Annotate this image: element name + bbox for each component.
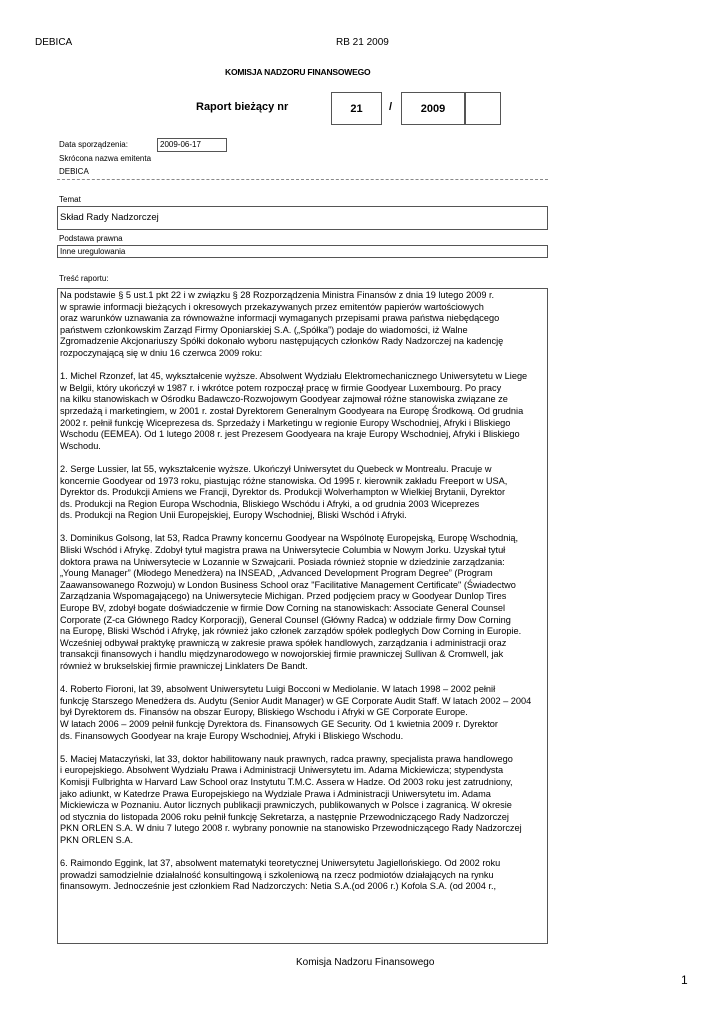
- content-line: Zarządzania Wspomagającego) na Uniwersytecie Michigan. Przed podjęciem pracy w Goodyear Dunlop Tires: [60, 591, 507, 602]
- content-paragraph: [60, 371, 545, 452]
- content-paragraph: [60, 754, 545, 847]
- content-paragraph: [60, 290, 545, 360]
- divider-dashed: [57, 179, 548, 180]
- content-line: koncernie Goodyear od 1973 roku, piastując różne stanowiska. Od 1995 r. kierownik zakładu Freeport w USA,: [60, 475, 508, 486]
- content-label: Treść raportu:: [59, 274, 109, 283]
- content-line: Wschodu.: [60, 440, 101, 451]
- report-content: [57, 288, 548, 944]
- content-paragraph: [60, 684, 545, 742]
- report-content-text: [58, 289, 547, 893]
- legal-basis-label: Podstawa prawna: [59, 234, 123, 243]
- content-line: funkcję Starszego Menedżera ds. Audytu (Senior Audit Manager) w GE Corporate Audit Staff. W latach 2002 – 2004: [60, 695, 532, 706]
- content-line: Wcześniej odbywał praktykę prawniczą w zakresie prawa spółek handlowych, zarządzania i administracji oraz: [60, 637, 507, 648]
- content-paragraph: [60, 858, 545, 893]
- content-line: Corporate (Z-ca Głównego Radcy Korporacji), General Counsel (Główny Radca) w oddziale firmy Dow Corning: [60, 614, 511, 625]
- content-line: w Belgii, który ukończył w 1987 r. i wkrótce potem rozpoczął pracę w firmie Goodyear Luxembourg. Po pracy: [60, 382, 502, 393]
- report-separator: /: [389, 101, 393, 113]
- content-line: Europe BV, zdobył bogate doświadczenie w firmie Dow Corning na stanowiskach: Associate General Counsel: [60, 603, 505, 614]
- date-field: 2009-06-17: [157, 138, 227, 152]
- report-year-box: 2009: [401, 92, 465, 125]
- content-line: Na podstawie § 5 ust.1 pkt 22 i w związku § 28 Rozporządzenia Ministra Finansów z dnia 19 lutego 2009 r.: [60, 290, 495, 300]
- issuer-label: Skrócona nazwa emitenta: [59, 154, 152, 163]
- content-line: doktora prawa na Uniwersytecie w Lozannie w Szwajcarii. Posiada również stopnie w dziedzinie zarządzania:: [60, 556, 505, 567]
- content-line: prowadzi samodzielnie działalność konsultingową i szkoleniową na rzecz podmiotów działających na rynku: [60, 869, 494, 880]
- content-paragraph: [60, 464, 545, 522]
- report-label: Raport bieżący nr: [196, 101, 289, 113]
- content-line: na kilku stanowiskach w Ośrodku Badawczo-Rozwojowym Goodyear zajmował różne stanowiska związane ze: [60, 394, 508, 405]
- content-line: oraz warunków uznawania za równoważne informacji wymaganych przepisami prawa państwa niebędącego: [60, 313, 500, 324]
- content-line: rozpoczynającą się w dniu 16 czerwca 2009 roku:: [60, 347, 263, 358]
- content-line: PKN ORLEN S.A. W dniu 7 lutego 2008 r. wybrany ponownie na stanowisko Przewodniczącego Rady Nadzorczej: [60, 823, 522, 834]
- content-line: Zaawansowanego Rozwoju) w London Business School oraz "Facilitative Management Certificate" (Świadectwo: [60, 579, 516, 590]
- content-line: 4. Roberto Fioroni, lat 39, absolwent Uniwersytetu Luigi Bocconi w Mediolanie. W latach 1998 – 2002 pełnił: [60, 684, 496, 695]
- content-line: ds. Produkcji na Region Europa Wschodnia, Bliskiego Wschódu i Afryki, a od grudnia 2003 Wiceprezes: [60, 498, 480, 509]
- content-line: PKN ORLEN S.A.: [60, 834, 134, 845]
- content-line: 2. Serge Lussier, lat 55, wykształcenie wyższe. Ukończył Uniwersytet du Quebeck w Montrealu. Pracuje w: [60, 463, 492, 474]
- content-line: Wschodu (EEMEA). Od 1 lutego 2008 r. jest Prezesem Goodyeara na kraje Europy Wschodniej, Afryki i Bliskiego: [60, 429, 520, 440]
- content-line: 3. Dominikus Golsong, lat 53, Radca Prawny koncernu Goodyear na Wspólnotę Europejską, Europę Wschodnią,: [60, 533, 519, 544]
- content-line: Dyrektor ds. Produkcji Amiens we Francji, Dyrektor ds. Produkcji Wolverhampton w Wielkiej Brytanii, Dyrektor: [60, 487, 506, 498]
- content-line: jako adiunkt, w Katedrze Prawa Europejskiego na Wydziale Prawa i Administracji Uniwersytetu im. Adama: [60, 788, 491, 799]
- page-number: 1: [681, 973, 688, 987]
- content-line: w sprawie informacji bieżących i okresowych przekazywanych przez emitentów papierów wartościowych: [60, 301, 484, 312]
- footer-authority: Komisja Nadzoru Finansowego: [296, 957, 435, 968]
- content-line: Bliski Wschód i Afrykę. Zdobył tytuł magistra prawa na Uniwersytecie Columbia w Nowym Jorku. Uzyskał tytuł: [60, 545, 506, 556]
- company-header: DEBICA: [35, 37, 73, 48]
- report-extra-box: [465, 92, 501, 125]
- content-line: 6. Raimondo Eggink, lat 37, absolwent matematyki teoretycznej Uniwersytetu Jagiellońskiego. Od 2002 roku: [60, 858, 501, 869]
- content-paragraph: [60, 533, 545, 672]
- content-line: od stycznia do listopada 2006 roku pełnił funkcję Sekretarza, a następnie Przewodniczącego Rady Nadzorczej: [60, 811, 509, 822]
- content-line: finansowym. Jednocześnie jest członkiem Rad Nadzorczych: Netia S.A.(od 2006 r.) Kofola S.A. (od 2004 r.,: [60, 881, 497, 892]
- content-line: Zgromadzenie Akcjonariuszy Spółki dokonało wyboru następujących członków Rady Nadzorczej na kadencję: [60, 336, 504, 347]
- content-line: 1. Michel Rzonzef, lat 45, wykształcenie wyższe. Absolwent Wydziału Elektromechanicznego Uniwersytetu w Liege: [60, 371, 528, 382]
- content-line: „Young Manager” (Młodego Menedżera) na INSEAD, „Advanced Development Program Degree” (Program: [60, 568, 493, 579]
- content-line: ds. Produkcji na Region Unii Europejskiej, Europy Wschodniej, Bliski Wschód i Afryki.: [60, 510, 407, 521]
- legal-basis-field: Inne uregulowania: [57, 245, 548, 258]
- content-line: W latach 2006 – 2009 pełnił funkcję Dyrektora ds. Finansowych GE Security. Od 1 kwietnia 2009 r. Dyrektor: [60, 718, 498, 729]
- content-line: i europejskiego. Absolwent Wydziału Prawa i Administracji Uniwersytetu im. Adama Mickiewicza; stypendysta: [60, 765, 504, 776]
- content-line: 5. Maciej Mataczyński, lat 33, doktor habilitowany nauk prawnych, radca prawny, specjalista prawa handlowego: [60, 753, 513, 764]
- authority-title: KOMISJA NADZORU FINANSOWEGO: [225, 67, 371, 77]
- date-label: Data sporządzenia:: [59, 140, 128, 149]
- content-line: był Dyrektorem ds. Finansów na obszar Europy, Bliskiego Wschodu i Afryki w GE Corporate Europe.: [60, 707, 468, 718]
- subject-field: Skład Rady Nadzorczej: [57, 206, 548, 230]
- subject-label: Temat: [59, 195, 81, 204]
- content-line: na Europę, Bliski Wschód i Afrykę, jak również jako członek zarządów spółek podległych Dow Corning in Europie.: [60, 626, 522, 637]
- content-line: sprzedażą i marketingiem, w 2001 r. został Dyrektorem Generalnym Goodyeara na Europę Środkową. Od grudnia: [60, 405, 524, 416]
- report-ref: RB 21 2009: [336, 37, 389, 48]
- content-line: również w brukselskiej firmie prawniczej Linklaters De Bandt.: [60, 661, 308, 671]
- content-line: państwem członkowskim Zarząd Firmy Oponiarskiej S.A. („Spółka”) podaje do wiadomości, iż Walne: [60, 324, 468, 335]
- content-line: 2002 r. pełnił funkcję Wiceprezesa ds. Sprzedaży i Marketingu w regionie Europy Wschodniej, Afryki i Bliskiego: [60, 417, 511, 428]
- content-line: transakcji finansowych i handlu międzynarodowego w nowojorskiej firmie prawniczej Sullivan & Cromwell, jak: [60, 649, 504, 660]
- content-line: Mickiewicza w Poznaniu. Autor licznych publikacji prawniczych, publikowanych w Polsce i zagranicą. W okresie: [60, 800, 512, 811]
- content-line: Komisji Fulbrighta w Harvard Law School oraz Instytutu T.M.C. Assera w Hadze. Od 2003 roku jest zatrudniony,: [60, 776, 513, 787]
- content-line: ds. Finansowych Goodyear na kraje Europy Wschodniej, Afryki i Bliskiego Wschodu.: [60, 730, 404, 741]
- report-number-box: 21: [331, 92, 382, 125]
- issuer-value: DEBICA: [59, 167, 89, 176]
